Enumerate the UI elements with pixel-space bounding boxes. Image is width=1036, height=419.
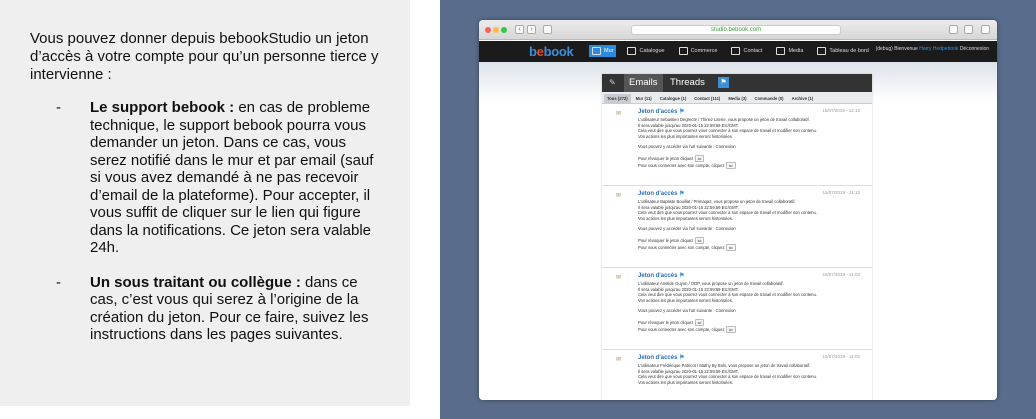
message-item[interactable] — [602, 104, 872, 186]
people-icon — [731, 47, 740, 55]
message-item[interactable] — [602, 350, 872, 400]
tab-emails[interactable]: Emails — [624, 74, 663, 92]
connect-text: Pour vous connecter avec son compte, cliquez — [638, 162, 725, 168]
revoke-line — [638, 237, 866, 244]
message-line: Vos actions les plus importantes seront historisées. — [638, 215, 733, 221]
debug-label: (debug) — [875, 46, 893, 52]
envelope-icon: ✉ — [616, 275, 622, 281]
message-line: L'utilisateur Aristide Guyon / ODP, vous propose un jeton de travail collaboratif. — [638, 281, 784, 286]
connect-text: Pour vous connecter avec son compte, cliquez — [638, 244, 725, 250]
message-line: Il sera valable jusqu'au 2020-01-15 22:59:59 Etc/GMT. — [638, 204, 739, 210]
connect-button[interactable]: ici — [726, 244, 736, 251]
connect-line — [638, 326, 866, 333]
message-line: Cela veut dire que vous pourrez vous connecter à son espace de travail et modifier son contenu. — [638, 210, 818, 216]
message-title-text: Jeton d'accès — [638, 191, 678, 197]
message-line: Vos actions les plus importantes seront historisées. — [638, 297, 733, 303]
screenshot-frame — [440, 0, 1036, 419]
menu-item-catalogue[interactable] — [624, 45, 667, 57]
filter-commande[interactable]: Commande (0) — [754, 96, 784, 101]
connect-button[interactable]: ici — [726, 326, 736, 333]
message-line: Cela veut dire que vous pourrez vous connecter à son espace de travail et modifier son contenu. — [638, 128, 818, 134]
book-icon — [627, 47, 636, 55]
bullet-title: Un sous traitant ou collègue : — [90, 273, 301, 291]
minimize-window-button[interactable] — [493, 27, 499, 33]
greeting: Bienvenue — [894, 46, 918, 52]
image-icon — [776, 47, 785, 55]
message-line: Vos actions les plus importantes seront historisées. — [638, 133, 733, 139]
bullet-text: en cas de probleme technique, le support bebook pourra vous demander un jeton. Dans ce cas, vous serez notifié dans le mur et par email (sauf si vous avez demandé à ne pas recevoir d’email de la plateforme). Pour accepter, il vous suffit de cliquer sur le lien qui figure dans la notifications. Ce jeton sera valable 24h. — [90, 99, 374, 256]
message-line: Vous pouvez y accéder via l'url suivante : Connexion — [638, 226, 736, 232]
sidebar-icon[interactable] — [543, 25, 552, 34]
message-line: Vous pouvez y accéder via l'url suivante : Connexion — [638, 308, 736, 314]
menu-label: Mur — [604, 48, 614, 54]
tabs-icon[interactable] — [964, 25, 973, 34]
app-navbar — [479, 41, 997, 62]
new-tab-icon[interactable] — [981, 25, 990, 34]
flag-icon: ⚑ — [679, 191, 685, 197]
revoke-text: Pour révoquer le jeton cliquez — [638, 319, 694, 325]
bullet-list — [56, 99, 386, 361]
bebook-logo[interactable] — [529, 44, 573, 59]
bullet-dash: - — [56, 99, 61, 116]
menu-label: Tableau de bord — [829, 48, 869, 54]
envelope-icon: ✉ — [616, 111, 622, 117]
message-line: Vos actions les plus importantes seront historisées. — [638, 379, 733, 385]
filter-bar — [602, 92, 872, 104]
revoke-line — [638, 155, 866, 162]
connect-text: Pour vous connecter avec son compte, cliquez — [638, 326, 725, 332]
tab-threads[interactable]: Threads — [670, 77, 705, 88]
menu-label: Contact — [743, 48, 763, 54]
connect-line — [638, 162, 866, 169]
message-line: Il sera valable jusqu'au 2020-01-15 22:59:59 Etc/GMT. — [638, 122, 739, 128]
bullet-support — [56, 99, 386, 257]
instructions-panel — [0, 0, 410, 406]
message-title-text: Jeton d'accès — [638, 109, 678, 115]
message-date: 15/07/2019 - 11:04 — [822, 272, 860, 277]
filter-tous[interactable]: Tous (272) — [604, 94, 631, 103]
share-icon[interactable] — [949, 25, 958, 34]
filter-catalogue[interactable]: Catalogue (1) — [659, 96, 687, 101]
message-date: 15/07/2019 - 11:02 — [822, 354, 860, 359]
edit-icon — [592, 47, 601, 55]
message-title-text: Jeton d'accès — [638, 273, 678, 279]
menu-item-mur[interactable] — [589, 45, 616, 57]
filter-mur[interactable]: Mur (11) — [635, 96, 652, 101]
address-bar[interactable]: studio.bebook.com — [631, 25, 841, 35]
menu-item-commerce[interactable] — [676, 45, 721, 57]
bullet-text: dans ce cas, c’est vous qui serez à l’origine de la création du jeton. Pour ce faire, suivez les instructions dans les pages suivantes. — [90, 273, 369, 343]
menu-item-contact[interactable] — [728, 45, 765, 57]
revoke-line — [638, 319, 866, 326]
bullet-dash: - — [56, 273, 61, 291]
main-menu — [589, 45, 872, 57]
flag-icon: ⚑ — [679, 273, 685, 279]
back-icon[interactable]: ‹ — [515, 25, 524, 34]
message-title-text: Jeton d'accès — [638, 355, 678, 361]
user-area — [876, 46, 989, 52]
message-line: Cela veut dire que vous pourrez vous connecter à son espace de travail et modifier son contenu. — [638, 292, 818, 298]
flag-icon[interactable]: ⚑ — [718, 77, 729, 88]
logo-rest: book — [543, 44, 574, 59]
envelope-icon: ✉ — [616, 357, 622, 363]
revoke-button[interactable]: ici — [695, 319, 705, 326]
user-name[interactable]: Harry Hedpebook — [919, 46, 959, 52]
message-item[interactable] — [602, 268, 872, 350]
logo-e: e — [536, 44, 544, 59]
message-line: Il sera valable jusqu'au 2020-01-15 22:59:59 Etc/GMT. — [638, 368, 739, 374]
menu-item-media[interactable] — [773, 45, 806, 57]
filter-contact[interactable]: Contact (111) — [694, 96, 721, 101]
connect-button[interactable]: ici — [726, 162, 736, 169]
browser-toolbar — [479, 20, 997, 40]
filter-media[interactable]: Media (3) — [728, 96, 747, 101]
message-date: 15/07/2019 - 12:13 — [822, 108, 860, 113]
cart-icon — [679, 47, 688, 55]
flag-icon: ⚑ — [679, 355, 685, 361]
intro-text: Vous pouvez donner depuis bebookStudio un jeton d’accès à votre compte pour qu’un personne tierce y intervienne : — [30, 30, 379, 83]
connect-line — [638, 244, 866, 251]
browser-window — [479, 20, 997, 400]
page-content — [479, 62, 997, 400]
revoke-text: Pour révoquer le jeton cliquez — [638, 237, 694, 243]
message-line: L'utilisateur Frédérique Patricot / Mathy By Bols, vous propose un jeton de travail collaboratif. — [638, 363, 811, 368]
gauge-icon — [817, 47, 826, 55]
envelope-icon: ✉ — [616, 193, 622, 199]
message-date: 15/07/2019 - 11:12 — [822, 190, 860, 195]
bullet-title: Le support bebook : — [90, 99, 235, 116]
menu-item-dashboard[interactable] — [814, 45, 871, 57]
revoke-button[interactable]: ici — [695, 237, 705, 244]
message-line: Vous pouvez y accéder via l'url suivante : Connexion — [638, 144, 736, 150]
message-item[interactable] — [602, 186, 872, 268]
message-line: Il sera valable jusqu'au 2020-01-15 22:59:59 Etc/GMT. — [638, 286, 739, 292]
logout-link[interactable]: Déconnexion — [959, 46, 989, 52]
bullet-subcontractor — [56, 274, 386, 344]
logo-b: b — [529, 44, 537, 59]
filter-archive[interactable]: Archive (1) — [791, 96, 814, 101]
forward-icon[interactable]: › — [527, 25, 536, 34]
close-window-button[interactable] — [485, 27, 491, 33]
revoke-text: Pour révoquer le jeton cliquez — [638, 155, 694, 161]
revoke-button[interactable]: ici — [695, 155, 705, 162]
message-line: L'utilisateur Baptiste Bouillat / Primaqaz, vous propose un jeton de travail collaboratif. — [638, 199, 796, 204]
menu-label: Media — [788, 48, 804, 54]
compose-icon[interactable]: ✎ — [609, 78, 616, 87]
maximize-window-button[interactable] — [501, 27, 507, 33]
menu-label: Commerce — [690, 48, 718, 54]
flag-icon: ⚑ — [679, 109, 685, 115]
menu-label: Catalogue — [639, 48, 665, 54]
panel-tabs — [602, 74, 872, 92]
message-line: Cela veut dire que vous pourrez vous connecter à son espace de travail et modifier son contenu. — [638, 374, 818, 380]
message-line: L'utilisateur Sebastien Degrecte / Thiriez Literie, vous propose un jeton de travail collaboratif. — [638, 117, 810, 122]
messages-panel — [602, 74, 872, 400]
